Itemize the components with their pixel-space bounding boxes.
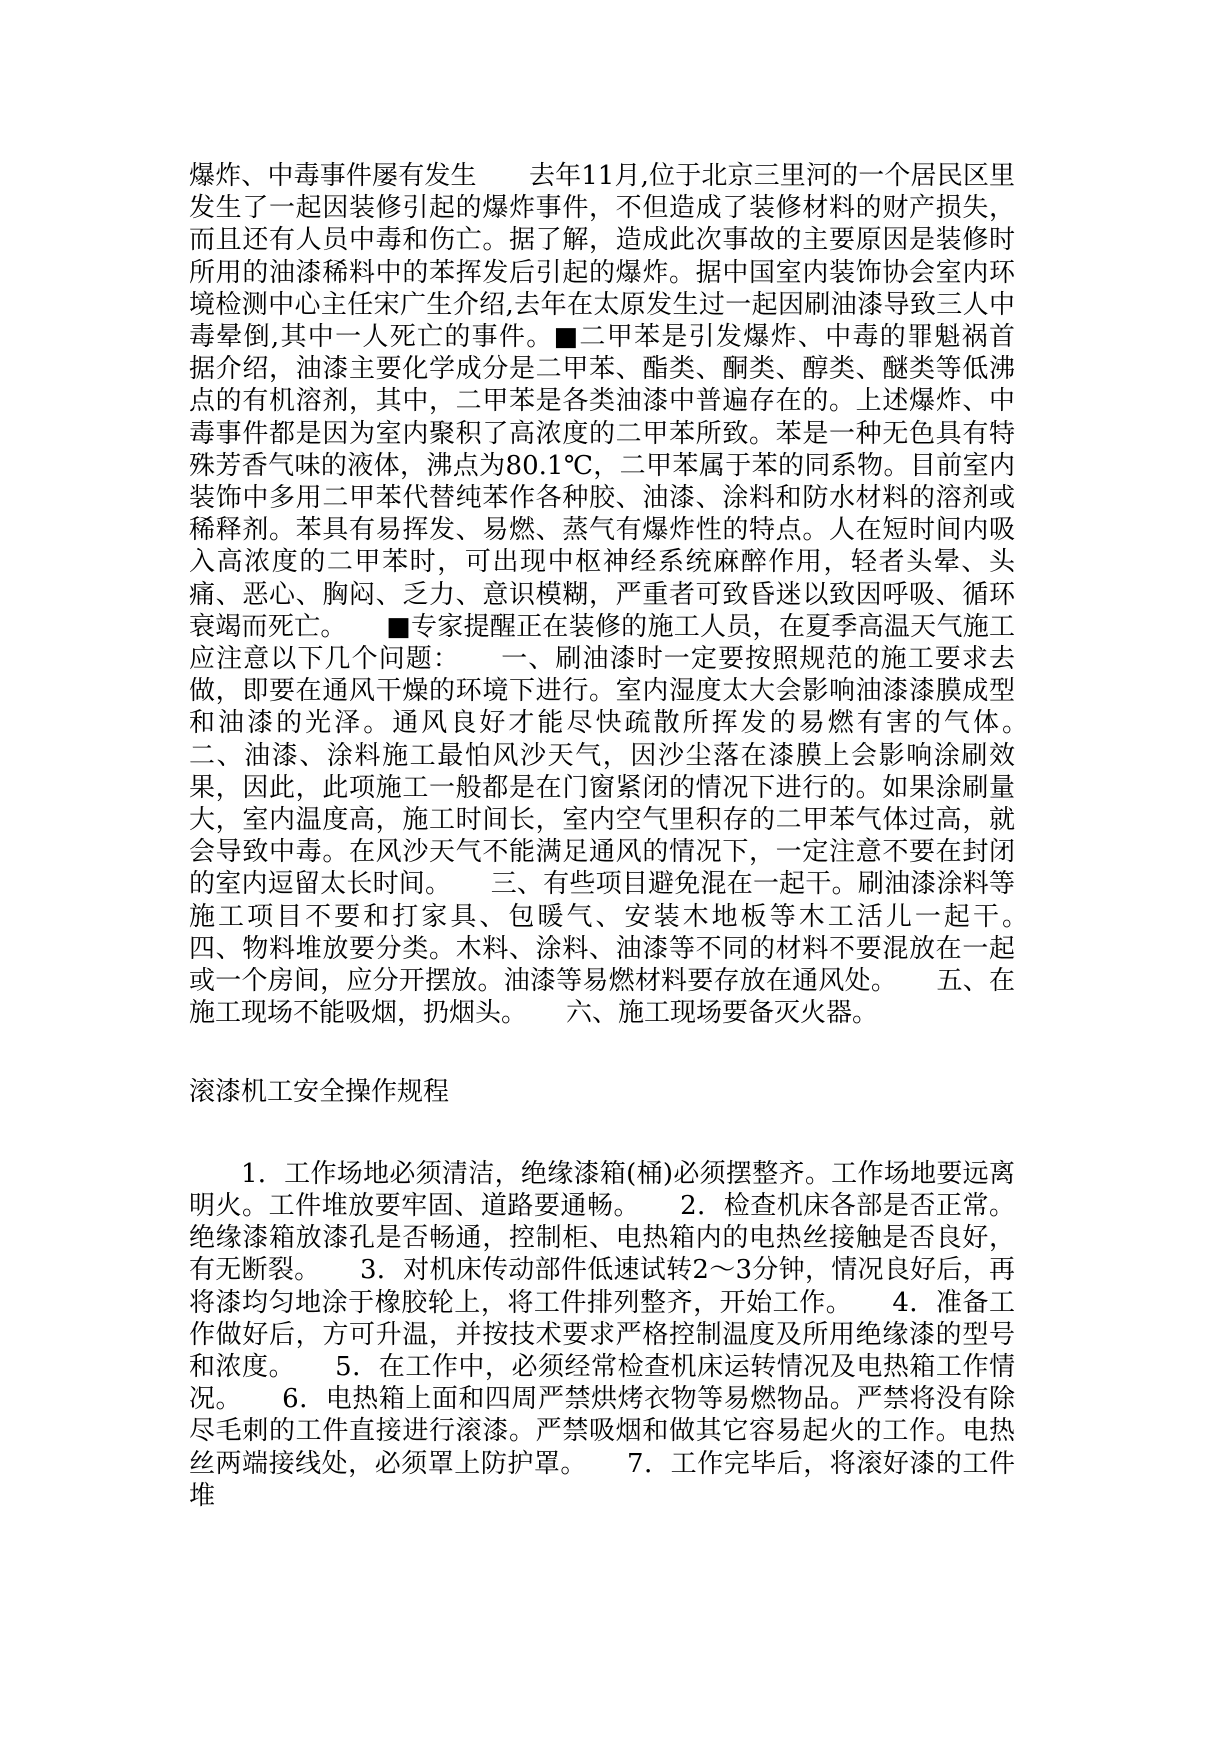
section-body: 1．工作场地必须清洁，绝缘漆箱(桶)必须摆整齐。工作场地要远离明火。工件堆放要牢固、道路要通畅。 2．检查机床各部是否正常。绝缘漆箱放漆孔是否畅通，控制柜、电热箱内的电热丝接触是否良好，有无断裂。 3．对机床传动部件低速试转2～3分钟，情况良好后，再将漆均匀地涂于橡胶轮上，将工件排列整齐，开始工作。 4．准备工作做好后，方可升温，并按技术要求严格控制温度及所用绝缘漆的型号和浓度。 5．在工作中，必须经常检查机床运转情况及电热箱工作情况。 6．电热箱上面和四周严禁烘烤衣物等易燃物品。严禁将没有除尽毛刺的工件直接进行滚漆。严禁吸烟和做其它容易起火的工作。电热丝两端接线处，必须罩上防护罩。 7．工作完毕后，将滚好漆的工件堆 (189, 1158, 1015, 1511)
section-title: 滚漆机工安全操作规程 (189, 1077, 450, 1108)
article-body: 爆炸、中毒事件屡有发生 去年11月,位于北京三里河的一个居民区里发生了一起因装修引起的爆炸事件，不但造成了装修材料的财产损失，而且还有人员中毒和伤亡。据了解，造成此次事故的主要原因是装修时所用的油漆稀料中的苯挥发后引起的爆炸。据中国室内装饰协会室内环境检测中心主任宋广生介绍,去年在太原发生过一起因刷油漆导致三人中毒晕倒,其中一人死亡的事件。■二甲苯是引发爆炸、中毒的罪魁祸首 据介绍，油漆主要化学成分是二甲苯、酯类、酮类、醇类、醚类等低沸点的有机溶剂，其中，二甲苯是各类油漆中普遍存在的。上述爆炸、中毒事件都是因为室内聚积了高浓度的二甲苯所致。苯是一种无色具有特殊芳香气味的液体，沸点为80.1℃，二甲苯属于苯的同系物。目前室内装饰中多用二甲苯代替纯苯作各种胶、油漆、涂料和防水材料的溶剂或稀释剂。苯具有易挥发、易燃、蒸气有爆炸性的特点。人在短时间内吸入高浓度的二甲苯时，可出现中枢神经系统麻醉作用，轻者头晕、头痛、恶心、胸闷、乏力、意识模糊，严重者可致昏迷以致因呼吸、循环衰竭而死亡。 ■专家提醒正在装修的施工人员，在夏季高温天气施工应注意以下几个问题： 一、刷油漆时一定要按照规范的施工要求去做，即要在通风干燥的环境下进行。室内湿度太大会影响油漆漆膜成型和油漆的光泽。通风良好才能尽快疏散所挥发的易燃有害的气体。 二、油漆、涂料施工最怕风沙天气，因沙尘落在漆膜上会影响涂刷效果，因此，此项施工一般都是在门窗紧闭的情况下进行的。如果涂刷量大，室内温度高，施工时间长，室内空气里积存的二甲苯气体过高，就会导致中毒。在风沙天气不能满足通风的情况下，一定注意不要在封闭的室内逗留太长时间。 三、有些项目避免混在一起干。刷油漆涂料等施工项目不要和打家具、包暖气、安装木地板等木工活儿一起干。 四、物料堆放要分类。木料、涂料、油漆等不同的材料不要混放在一起或一个房间，应分开摆放。油漆等易燃材料要存放在通风处。 五、在施工现场不能吸烟，扔烟头。 六、施工现场要备灭火器。 (189, 161, 1068, 1029)
document-page (189, 160, 1068, 1512)
